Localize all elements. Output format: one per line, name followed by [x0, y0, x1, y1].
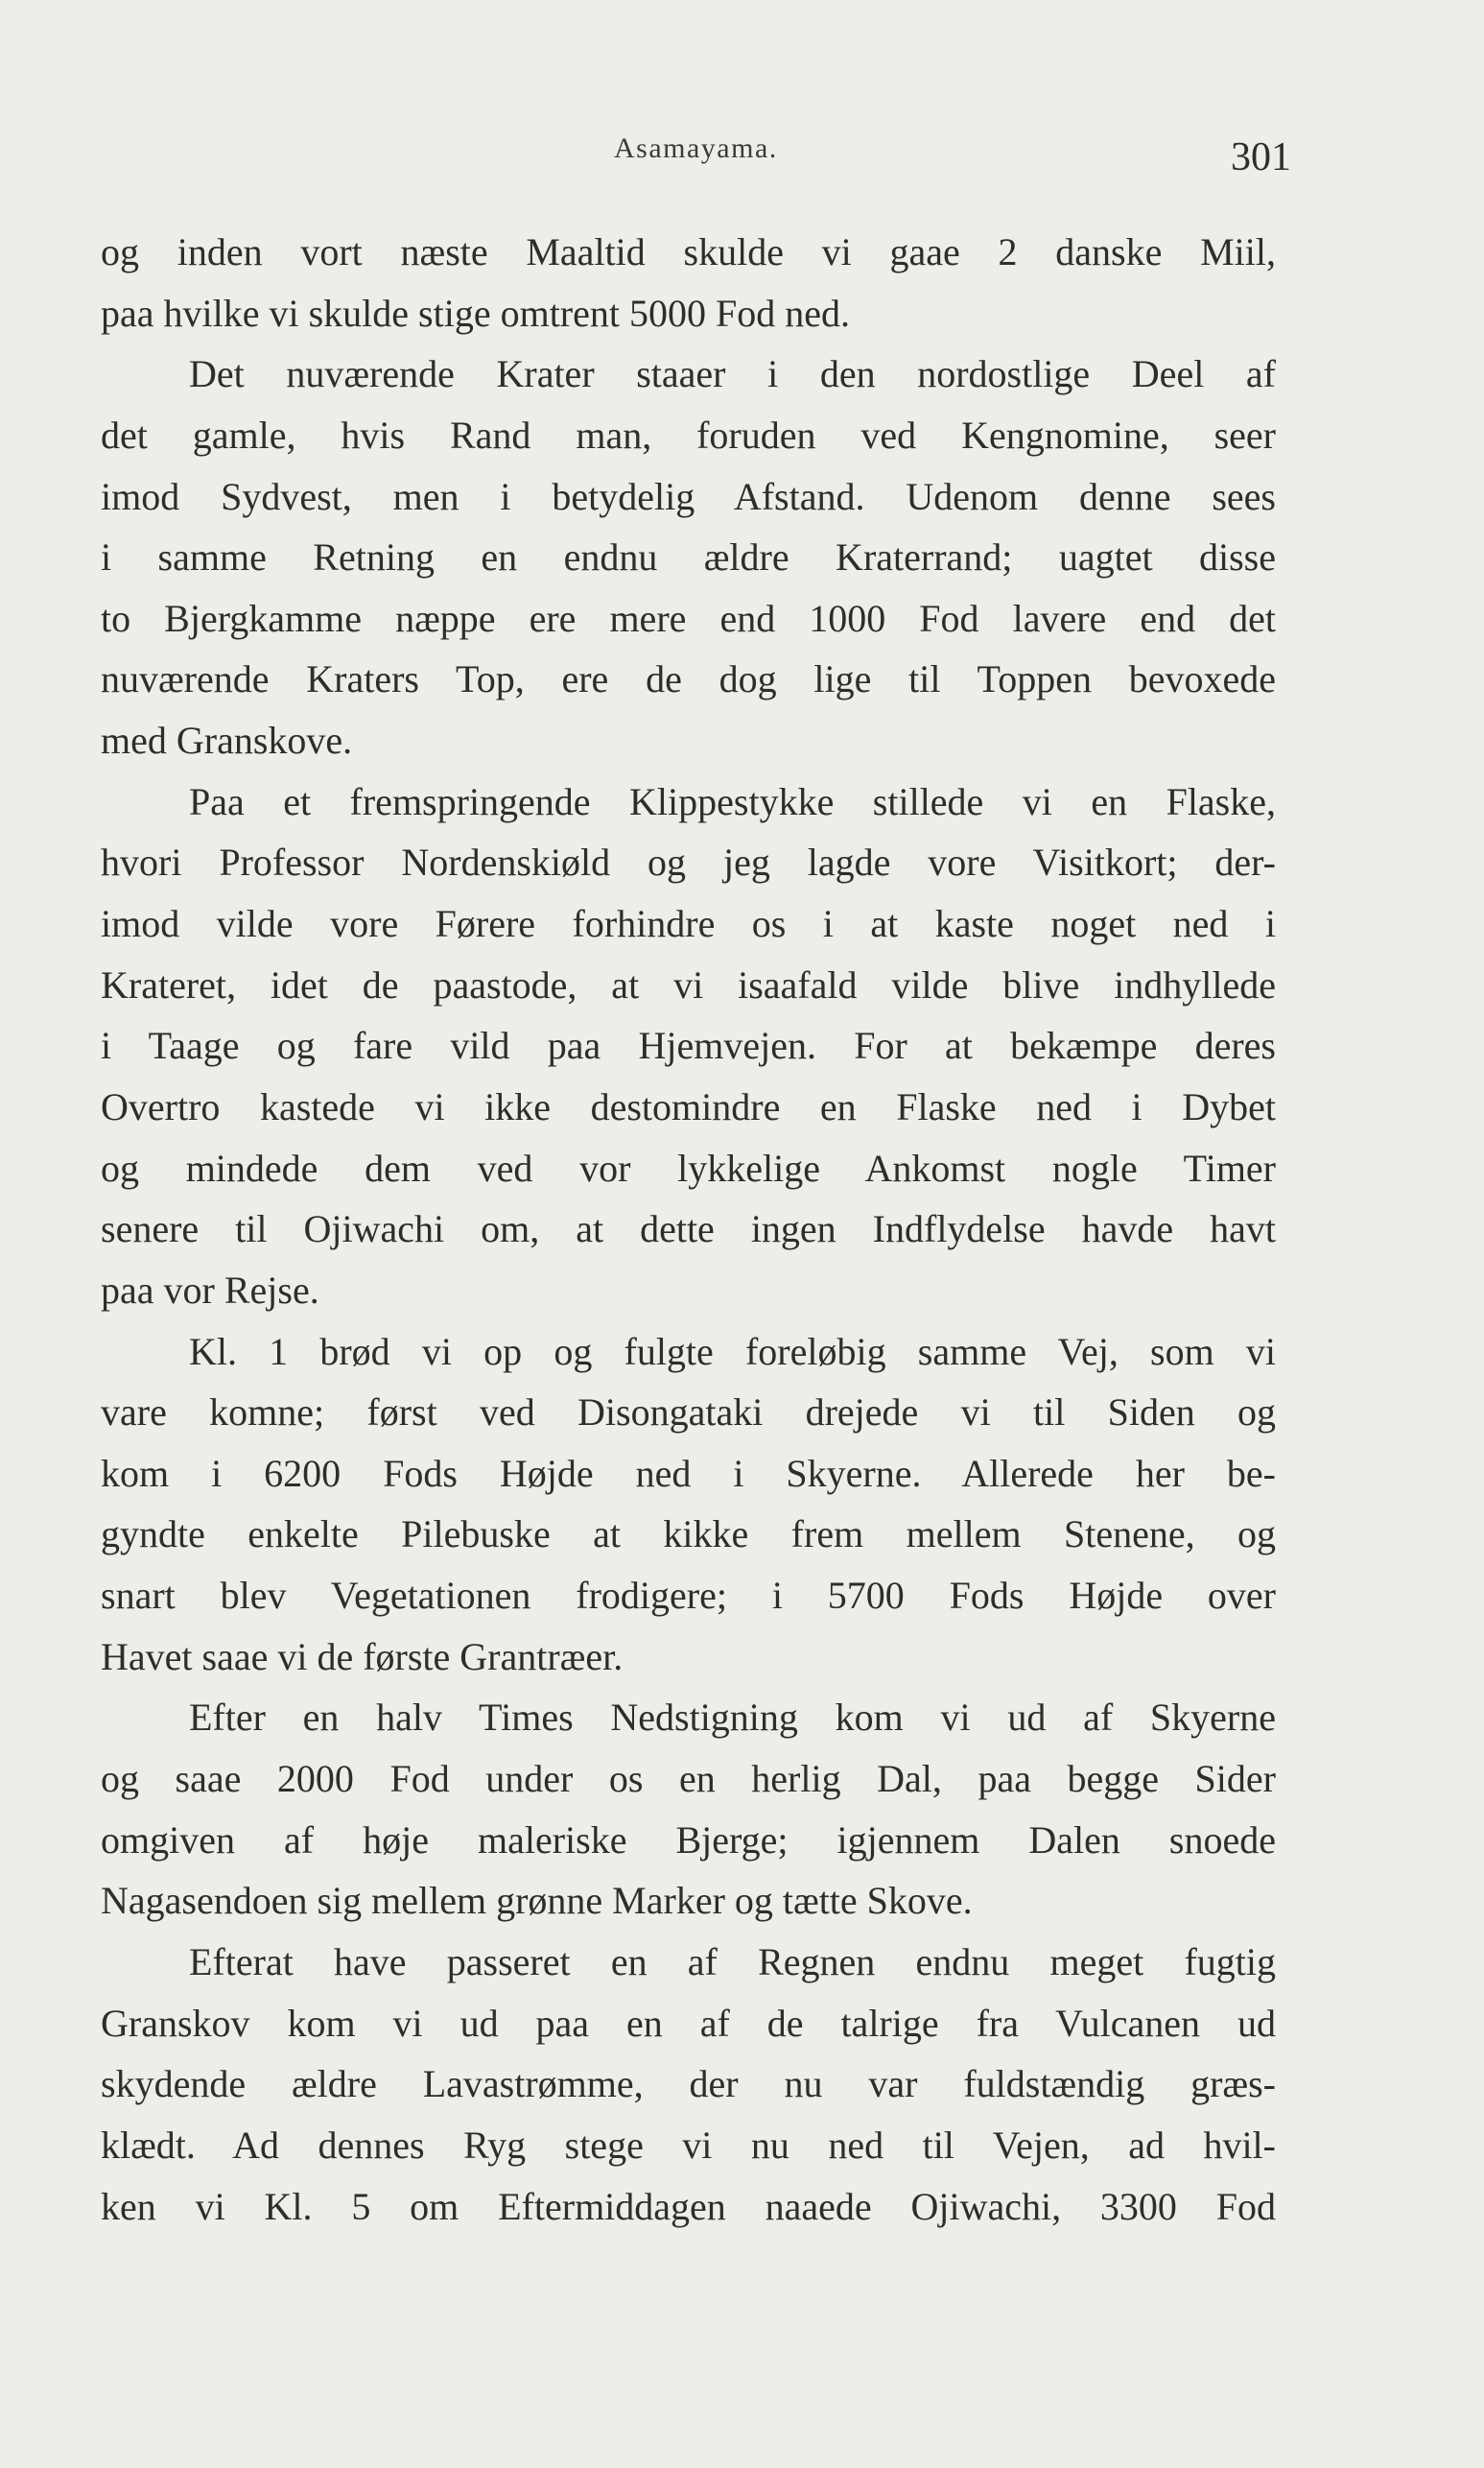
text-line: i samme Retning en endnu ældre Kraterrand; uagtet disse	[101, 535, 1276, 580]
text-line: og mindede dem ved vor lykkelige Ankomst nogle Timer	[101, 1146, 1276, 1190]
text-line: Havet saae vi de første Grantræer.	[101, 1634, 624, 1678]
text-line: imod vilde vore Førere forhindre os i at kaste noget ned i	[101, 902, 1276, 946]
text-line: senere til Ojiwachi om, at dette ingen Indflydelse havde havt	[101, 1207, 1276, 1251]
text-line: og inden vort næste Maaltid skulde vi gaae 2 danske Miil,	[101, 230, 1276, 273]
text-line: skydende ældre Lavastrømme, der nu var fuldstændig græs-	[101, 2062, 1276, 2106]
text-line: det gamle, hvis Rand man, foruden ved Kengnomine, seer	[101, 413, 1276, 457]
text-line: Efter en halv Times Nedstigning kom vi ud af Skyerne	[189, 1696, 1276, 1740]
text-line: og saae 2000 Fod under os en herlig Dal, paa begge Sider	[101, 1757, 1276, 1801]
text-line: Det nuværende Krater staaer i den nordostlige Deel af	[189, 352, 1276, 396]
text-line: Granskov kom vi ud paa en af de talrige fra Vulcanen ud	[101, 2001, 1276, 2045]
running-head: Asamayama.	[614, 132, 778, 164]
text-line: ken vi Kl. 5 om Eftermiddagen naaede Ojiwachi, 3300 Fod	[101, 2184, 1276, 2228]
text-line: gyndte enkelte Pilebuske at kikke frem mellem Stenene, og	[101, 1512, 1276, 1556]
page-number: 301	[1231, 135, 1291, 179]
text-line: hvori Professor Nordenskiøld og jeg lagde vore Visitkort; der-	[101, 841, 1276, 885]
text-line: klædt. Ad dennes Ryg stege vi nu ned til Vejen, ad hvil-	[101, 2123, 1276, 2167]
text-line: i Taage og fare vild paa Hjemvejen. For at bekæmpe deres	[101, 1024, 1276, 1068]
text-line: Paa et fremspringende Klippestykke stillede vi en Flaske,	[189, 779, 1276, 823]
text-line: Efterat have passeret en af Regnen endnu meget fugtig	[189, 1939, 1276, 1983]
text-line: Kl. 1 brød vi op og fulgte foreløbig samme Vej, som vi	[189, 1329, 1276, 1373]
text-line: kom i 6200 Fods Højde ned i Skyerne. Allerede her be-	[101, 1451, 1276, 1495]
text-line: omgiven af høje maleriske Bjerge; igjennem Dalen snoede	[101, 1817, 1276, 1862]
text-line: nuværende Kraters Top, ere de dog lige til Toppen bevoxede	[101, 657, 1276, 701]
text-line: vare komne; først ved Disongataki drejede vi til Siden og	[101, 1390, 1276, 1435]
text-line: Overtro kastede vi ikke destomindre en Flaske ned i Dybet	[101, 1084, 1276, 1128]
text-line: Krateret, idet de paastode, at vi isaafald vilde blive indhyllede	[101, 962, 1276, 1007]
text-line: imod Sydvest, men i betydelig Afstand. Udenom denne sees	[101, 474, 1276, 518]
text-line: snart blev Vegetationen frodigere; i 5700 Fods Højde over	[101, 1574, 1276, 1618]
text-line: paa vor Rejse.	[101, 1268, 319, 1312]
body-text	[101, 222, 1276, 2237]
text-line: to Bjergkamme næppe ere mere end 1000 Fod lavere end det	[101, 596, 1276, 640]
text-line: med Granskove.	[101, 719, 353, 763]
text-line: Nagasendoen sig mellem grønne Marker og tætte Skove.	[101, 1879, 973, 1923]
text-line: paa hvilke vi skulde stige omtrent 5000 Fod ned.	[101, 291, 850, 335]
